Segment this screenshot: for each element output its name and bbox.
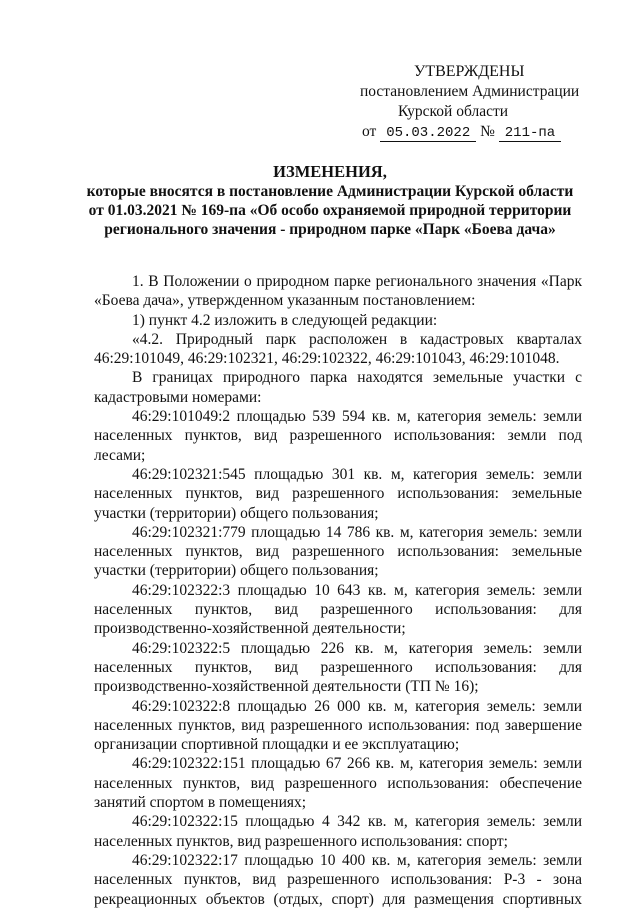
paragraph: 1) пункт 4.2 изложить в следующей редакции: — [132, 311, 438, 329]
paragraph: 1. В Положении о природном парке регионального значения «Парк «Боева дача», утвержденном указанным постановлением: — [94, 273, 582, 310]
paragraph: 46:29:102322:3 площадью 10 643 кв. м, категория земель: земли населенных пунктов, вид разрешенного использования: для производственно-хозяйственной деятельности; — [94, 581, 582, 638]
title-heading: ИЗМЕНЕНИЯ, — [273, 162, 387, 181]
approval-number: 211-па — [499, 125, 561, 142]
approval-heading: УТВЕРЖДЕНЫ — [414, 63, 525, 80]
from-label: от — [362, 123, 377, 140]
paragraph: 46:29:102321:545 площадью 301 кв. м, категория земель: земли населенных пунктов, вид разрешенного использования: земельные участки (территории) общего пользования; — [94, 465, 582, 522]
approval-date-number — [358, 122, 598, 143]
number-label: № — [480, 123, 495, 140]
paragraph: 46:29:102322:17 площадью 10 400 кв. м, категория земель: земли населенных пунктов, вид разрешенного использования: Р-3 - зона рекреационных объектов (отдых, спорт) для размещения спортивных — [94, 851, 582, 908]
paragraph: 46:29:102322:151 площадью 67 266 кв. м, категория земель: земли населенных пунктов, вид разрешенного использования: обеспечение занятий спортом в помещениях; — [94, 755, 582, 812]
paragraph: 46:29:102321:779 площадью 14 786 кв. м, категория земель: земли населенных пунктов, вид разрешенного использования: земельные участки (территории) общего пользования; — [94, 523, 582, 580]
approval-date: 05.03.2022 — [380, 125, 476, 142]
paragraph: «4.2. Природный парк расположен в кадастровых кварталах 46:29:101049, 46:29:102321, 46:29:102322, 46:29:101043, 46:29:101048. — [94, 330, 582, 368]
document-title — [80, 162, 580, 239]
paragraph: 46:29:102322:15 площадью 4 342 кв. м, категория земель: земли населенных пунктов, вид разрешенного использования: спорт; — [94, 813, 582, 850]
title-line-2: от 01.03.2021 № 169-па «Об особо охраняемой природной территории — [88, 202, 572, 219]
paragraph: 46:29:101049:2 площадью 539 594 кв. м, категория земель: земли населенных пунктов, вид разрешенного использования: земли под лесами; — [94, 408, 582, 464]
paragraph: 46:29:102322:8 площадью 26 000 кв. м, категория земель: земли населенных пунктов, вид разрешенного использования: под завершение организации спортивной площадки и ее эксплуатацию; — [94, 697, 582, 754]
title-line-1: которые вносятся в постановление Администрации Курской области — [86, 183, 574, 200]
paragraph: 46:29:102322:5 площадью 226 кв. м, категория земель: земли населенных пунктов, вид разрешенного использования: для производственно-хозяйственной деятельности (ТП № 16); — [94, 639, 582, 696]
title-line-3: регионального значения - природном парке «Парк «Боева дача» — [104, 221, 556, 238]
approval-line-3: Курской области — [398, 103, 509, 120]
approval-stamp — [358, 62, 598, 143]
paragraph: В границах природного парка находятся земельные участки с кадастровыми номерами: — [94, 369, 582, 406]
approval-line-2: постановлением Администрации — [360, 83, 580, 100]
document-body — [94, 272, 582, 909]
